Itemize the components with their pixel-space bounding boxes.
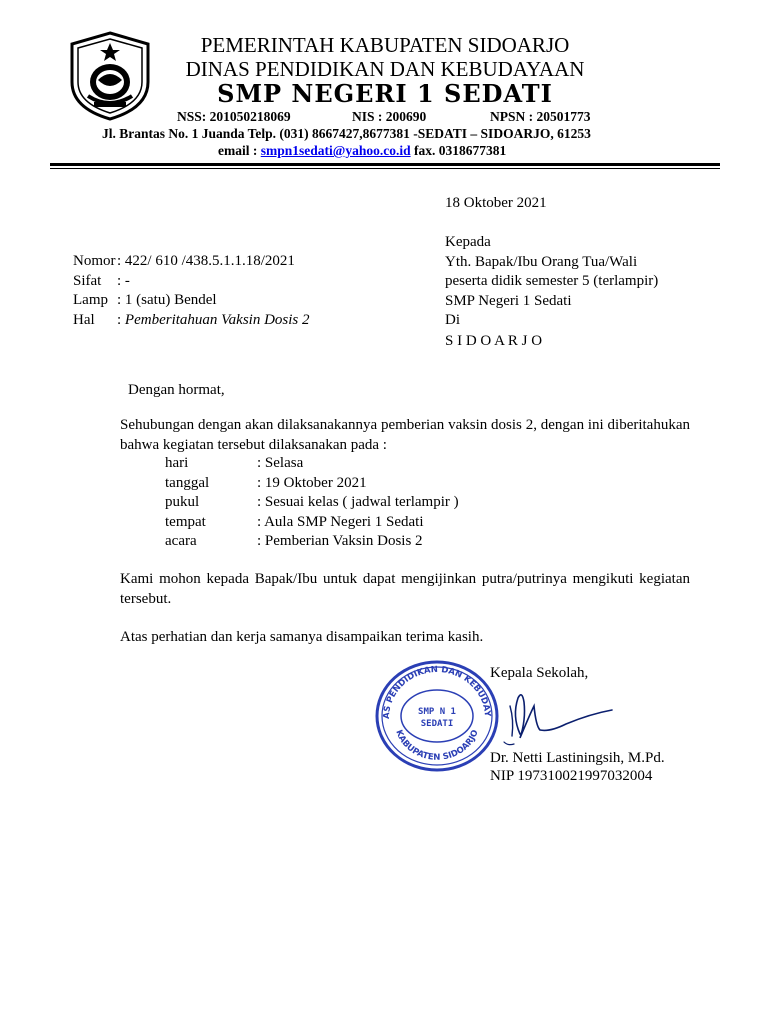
stamp-bottom-text: KABUPATEN SIDOARJO bbox=[393, 728, 481, 763]
meta-label: Lamp bbox=[73, 292, 108, 308]
meta-label: Sifat bbox=[73, 272, 102, 289]
recipient-line: S I D O A R J O bbox=[445, 332, 543, 349]
meta-colon: : bbox=[117, 311, 125, 328]
stamp-center-line2: SEDATI bbox=[420, 719, 454, 729]
letterhead-rule-thick bbox=[50, 163, 720, 166]
stamp-center-line1: SMP N 1 bbox=[418, 707, 456, 717]
intro-paragraph: Sehubungan dengan akan dilaksanakannya pemberian vaksin dosis 2, dengan ini diberitahukan bahwa kegiatan tersebut dilaksanakan pada : bbox=[120, 417, 690, 453]
letter-date: 18 Oktober 2021 bbox=[445, 195, 547, 211]
letterhead-address: Jl. Brantas No. 1 Juanda Telp. (031) 8667427,8677381 -SEDATI – SIDOARJO, 61253 bbox=[102, 126, 591, 141]
recipient-line: Kepada bbox=[445, 234, 491, 250]
detail-key: tanggal bbox=[165, 475, 210, 491]
letterhead-nss: NSS: 201050218069 bbox=[177, 109, 291, 124]
fax-text: fax. 0318677381 bbox=[410, 143, 507, 158]
signature-title: Kepala Sekolah, bbox=[490, 665, 589, 681]
detail-key: pukul bbox=[165, 494, 200, 510]
detail-value: : Pemberian Vaksin Dosis 2 bbox=[257, 533, 423, 549]
request-paragraph: Kami mohon kepada Bapak/Ibu untuk dapat mengijinkan putra/putrinya mengikuti kegiatan tersebut. bbox=[120, 571, 690, 607]
email-label: email : bbox=[218, 143, 261, 158]
letterhead-school: SMP NEGERI 1 SEDATI bbox=[217, 79, 553, 108]
detail-key: tempat bbox=[165, 514, 206, 530]
letterhead-contact bbox=[218, 142, 506, 160]
letterhead-department: DINAS PENDIDIKAN DAN KEBUDAYAAN bbox=[185, 57, 585, 81]
letterhead-rule-thin bbox=[50, 168, 720, 169]
recipient-line: Di bbox=[445, 312, 460, 328]
detail-key: acara bbox=[165, 533, 197, 549]
meta-label: Hal bbox=[73, 311, 95, 328]
stamp-top-text: AS PENDIDIKAN DAN KEBUDAY bbox=[381, 664, 492, 720]
recipient-block bbox=[445, 233, 658, 351]
meta-nomor bbox=[73, 252, 310, 272]
letterhead-npsn: NPSN : 20501773 bbox=[490, 109, 591, 124]
detail-value: : Aula SMP Negeri 1 Sedati bbox=[257, 514, 424, 530]
regency-logo bbox=[68, 30, 152, 127]
letterhead-nis: NIS : 200690 bbox=[352, 109, 427, 124]
meta-sifat bbox=[73, 272, 310, 292]
svg-text:KABUPATEN SIDOARJO bbox=[393, 729, 480, 763]
meta-value: : - bbox=[117, 272, 130, 289]
letterhead-government: PEMERINTAH KABUPATEN SIDOARJO bbox=[200, 33, 570, 57]
official-stamp bbox=[372, 656, 502, 779]
meta-subject: Pemberitahuan Vaksin Dosis 2 bbox=[124, 311, 310, 328]
recipient-line: SMP Negeri 1 Sedati bbox=[445, 292, 572, 309]
greeting: Dengan hormat, bbox=[128, 382, 225, 398]
meta-lamp bbox=[73, 291, 310, 311]
meta-label: Nomor bbox=[73, 253, 116, 269]
detail-value: : Sesuai kelas ( jadwal terlampir ) bbox=[257, 494, 459, 510]
detail-value: : Selasa bbox=[257, 455, 304, 471]
meta-hal bbox=[73, 311, 310, 331]
recipient-line: peserta didik semester 5 (terlampir) bbox=[445, 273, 659, 289]
letter-meta bbox=[73, 252, 310, 330]
email-link[interactable]: smpn1sedati@yahoo.co.id bbox=[260, 143, 411, 158]
closing-sentence: Atas perhatian dan kerja samanya disampaikan terima kasih. bbox=[120, 629, 484, 645]
detail-value: : 19 Oktober 2021 bbox=[257, 475, 367, 491]
signatory-nip: NIP 197310021997032004 bbox=[490, 768, 653, 784]
recipient-line: Yth. Bapak/Ibu Orang Tua/Wali bbox=[445, 253, 638, 270]
detail-key: hari bbox=[165, 455, 189, 471]
signatory-name: Dr. Netti Lastiningsih, M.Pd. bbox=[490, 750, 665, 766]
meta-value: : 1 (satu) Bendel bbox=[117, 292, 217, 308]
meta-value: : 422/ 610 /438.5.1.1.18/2021 bbox=[117, 253, 295, 269]
